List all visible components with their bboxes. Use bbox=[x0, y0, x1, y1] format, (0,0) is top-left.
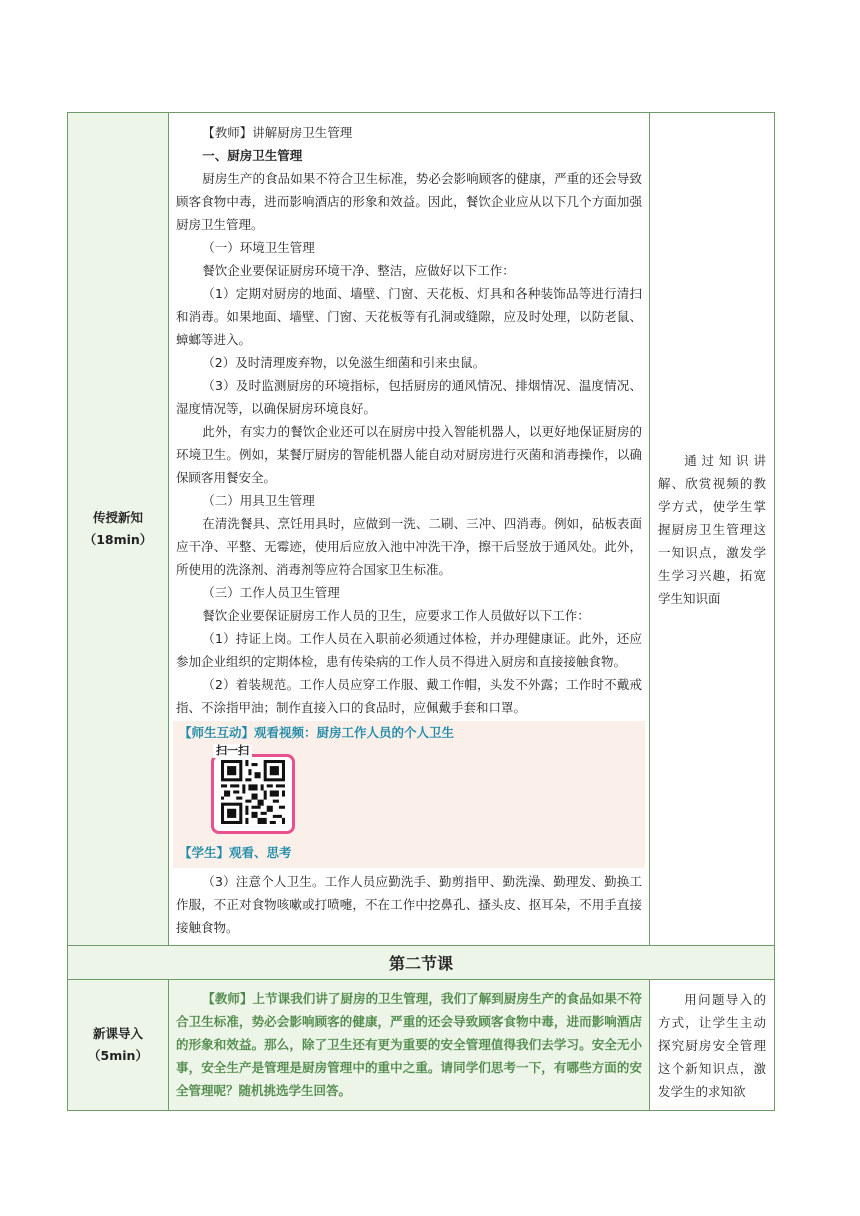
teacher-note: 【教师】讲解厨房卫生管理 bbox=[202, 125, 353, 140]
teacher-intro-text: 【教师】上节课我们讲了厨房的卫生管理，我们了解到厨房生产的食品如果不符合卫生标准，势必会影响顾客的健康，严重的还会导致顾客食物中毒，进而影响酒店的形象和效益。那么，除了卫生还有更为重要的安全管理值得我们去学习。安全无小事，安全生产是管理是厨房管理中的重中之重。请同学们思考一下，有哪些方面的安全管理呢？随机挑选学生回答。 bbox=[176, 991, 642, 1098]
row-label-title: 新课导入 bbox=[92, 1026, 143, 1041]
row-label bbox=[68, 980, 169, 1111]
paragraph: （3）及时监测厨房的环境指标，包括厨房的通风情况、排烟情况、温度情况、湿度情况等，以确保厨房环境良好。 bbox=[176, 378, 642, 416]
paragraph: （3）注意个人卫生。工作人员应勤洗手、勤剪指甲、勤洗澡、勤理发、勤换工作服，不正对食物咳嗽或打喷嚏，不在工作中挖鼻孔、搔头皮、抠耳朵，不用手直接接触食物。 bbox=[176, 874, 642, 935]
row-new-lesson-intro bbox=[68, 980, 775, 1111]
section-title: 第二节课 bbox=[68, 946, 775, 980]
content-cell bbox=[169, 980, 650, 1111]
paragraph: （1）定期对厨房的地面、墙壁、门窗、天花板、灯具和各种装饰品等进行清扫和消毒。如果地面、墙壁、门窗、天花板等有孔洞或缝隙，应及时处理，以防老鼠、蟑螂等进入。 bbox=[176, 286, 642, 347]
design-intent-text: 通过知识讲解、欣赏视频的教学方式，使学生掌握厨房卫生管理这一知识点，激发学生学习兴趣，拓宽学生知识面 bbox=[658, 452, 766, 606]
paragraph: 餐饮企业要保证厨房环境干净、整洁，应做好以下工作： bbox=[202, 263, 515, 278]
interaction-title: 【师生互动】观看视频：厨房工作人员的个人卫生 bbox=[179, 725, 455, 740]
subheading: （三）工作人员卫生管理 bbox=[202, 585, 340, 600]
paragraph: （1）持证上岗。工作人员在入职前必须通过体检，并办理健康证。此外，还应参加企业组织的定期体检，患有传染病的工作人员不得进入厨房和直接接触食物。 bbox=[176, 631, 642, 669]
paragraph: 厨房生产的食品如果不符合卫生标准，势必会影响顾客的健康，严重的还会导致顾客食物中毒，进而影响酒店的形象和效益。因此，餐饮企业应从以下几个方面加强厨房卫生管理。 bbox=[176, 171, 642, 232]
row-label-duration: （18min） bbox=[83, 532, 153, 547]
paragraph: 在清洗餐具、烹饪用具时，应做到一洗、二刷、三冲、四消毒。例如，砧板表面应干净、平整、无霉迹，使用后应放入池中冲洗干净，擦干后竖放于通风处。此外，所使用的洗涤剂、消毒剂等应符合国家卫生标准。 bbox=[176, 516, 642, 577]
interaction-box bbox=[173, 721, 645, 868]
qr-pattern bbox=[221, 760, 285, 824]
section-heading: 一、厨房卫生管理 bbox=[202, 148, 303, 163]
content-cell bbox=[169, 113, 650, 946]
paragraph: （2）及时清理废弃物，以免滋生细菌和引来虫鼠。 bbox=[202, 355, 486, 370]
section-header-row bbox=[68, 946, 775, 980]
row-label bbox=[68, 113, 169, 946]
paragraph: 餐饮企业要保证厨房工作人员的卫生，应要求工作人员做好以下工作： bbox=[202, 608, 590, 623]
lesson-plan-table bbox=[67, 112, 775, 1111]
scan-label: 扫一扫 bbox=[213, 744, 252, 758]
design-intent-text: 用问题导入的方式，让学生主动探究厨房安全管理这个新知识点，激发学生的求知欲 bbox=[658, 991, 766, 1099]
row-teaching-new-knowledge bbox=[68, 113, 775, 946]
subheading: （一）环境卫生管理 bbox=[202, 240, 315, 255]
design-intent-cell bbox=[650, 113, 775, 946]
paragraph: 此外，有实力的餐饮企业还可以在厨房中投入智能机器人，以更好地保证厨房的环境卫生。例如，某餐厅厨房的智能机器人能自动对厨房进行灭菌和消毒操作，以确保顾客用餐安全。 bbox=[176, 424, 642, 485]
design-intent-cell bbox=[650, 980, 775, 1111]
qr-code-icon[interactable] bbox=[211, 746, 299, 838]
student-note: 【学生】观看、思考 bbox=[179, 845, 292, 860]
paragraph: （2）着装规范。工作人员应穿工作服、戴工作帽，头发不外露；工作时不戴戒指、不涂指甲油；制作直接入口的食品时，应佩戴手套和口罩。 bbox=[176, 677, 642, 715]
subheading: （二）用具卫生管理 bbox=[202, 493, 315, 508]
row-label-duration: （5min） bbox=[88, 1048, 148, 1063]
row-label-title: 传授新知 bbox=[92, 510, 143, 525]
